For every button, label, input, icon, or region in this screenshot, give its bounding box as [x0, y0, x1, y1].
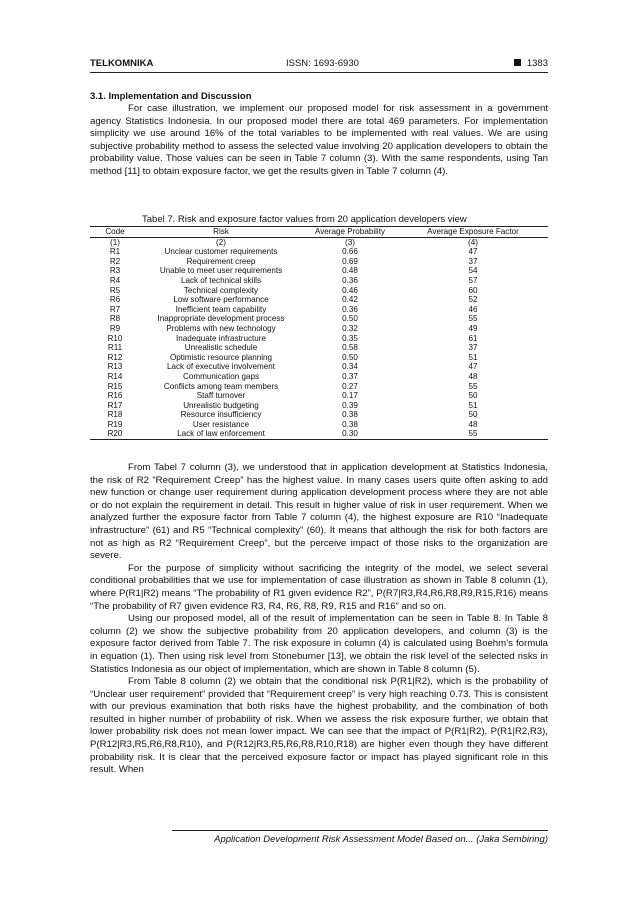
cell-probability: 0.50: [342, 352, 358, 362]
table-row: [90, 295, 548, 305]
cell-code: R6: [109, 295, 121, 305]
header-code: Code: [90, 227, 140, 238]
cell-risk: Communication gaps: [182, 371, 260, 381]
cell-probability: 0.39: [342, 400, 358, 410]
header-risk: Risk: [140, 227, 302, 238]
cell-code: R2: [109, 256, 121, 266]
issn: ISSN: 1693-6930: [286, 58, 359, 69]
page-number-text: 1383: [526, 58, 548, 69]
cell-code: R4: [109, 275, 121, 285]
colnum-4: (4): [468, 237, 478, 247]
table-row: [90, 286, 548, 296]
cell-exposure: 51: [468, 400, 478, 410]
cell-exposure: 50: [468, 410, 478, 420]
cell-exposure: 55: [468, 381, 478, 391]
cell-code: R20: [90, 429, 140, 439]
cell-code: R5: [109, 285, 121, 295]
table-7: [90, 226, 548, 440]
cell-risk: Staff turnover: [196, 391, 246, 401]
cell-exposure: 52: [468, 295, 478, 305]
cell-risk: Unclear customer requirements: [164, 247, 278, 257]
cell-risk: Unrealistic budgeting: [183, 400, 259, 410]
running-header: [90, 56, 548, 73]
cell-exposure: 37: [468, 256, 478, 266]
column-number-row: [90, 237, 548, 247]
cell-probability: 0.34: [342, 362, 358, 372]
cell-risk: User resistance: [192, 419, 250, 429]
cell-risk: Lack of law enforcement: [140, 429, 302, 439]
colnum-1: (1): [110, 237, 120, 247]
table-row: [90, 266, 548, 276]
cell-code: R15: [107, 381, 123, 391]
table-row: [90, 420, 548, 430]
table-row: [90, 314, 548, 324]
cell-probability: 0.66: [342, 247, 358, 257]
cell-probability: 0.69: [342, 256, 358, 266]
cell-exposure: 47: [468, 362, 478, 372]
cell-risk: Inappropriate development process: [157, 314, 285, 324]
cell-risk: Inefficient team capability: [175, 304, 267, 314]
paragraph-1: For case illustration, we implement our proposed model for risk assessment in a government agency Statistics Indonesia. In our proposed model there are total 469 parameters. For implementation simplicity we use around 16% of the total variables to be implemented with real values. We are using subjective probability method to assess the selected value involving 20 application developers to obtain the probability value. Those values can be seen in Table 7 column (3). With the same respondents, using Tan method [11] to obtain exposure factor, we get the results given in Table 7 column (4).: [90, 103, 548, 177]
footer-divider: [172, 830, 548, 831]
cell-code: R11: [107, 343, 123, 353]
cell-risk: Low software performance: [173, 295, 269, 305]
header-exposure: Average Exposure Factor: [398, 227, 548, 238]
cell-probability: 0.36: [342, 304, 358, 314]
cell-probability: 0.17: [342, 391, 358, 401]
cell-probability: 0.48: [342, 266, 358, 276]
cell-risk: Requirement creep: [186, 256, 256, 266]
cell-probability: 0.38: [342, 410, 358, 420]
cell-probability: 0.46: [342, 285, 358, 295]
table-row: [90, 247, 548, 257]
table-caption: Tabel 7. Risk and exposure factor values from 20 application developers view: [142, 214, 467, 225]
cell-exposure: 54: [468, 266, 478, 276]
paragraph-5-text: From Table 8 column (2) we obtain that the conditional risk P(R1|R2), which is the probability of “Unclear user requirement” provided that “Requirement creep” is very high reaching 0.73. This is consistent with our previous examination that both risks have the highest probability, and the combination of both resulted in higher number of probability of risk. When we assess the risk exposure further, we obtain that lower probability risk does not mean lower impact. We can see that the impact of P(R1|R2), P(R1|R2,R3), P(R12|R3,R5,R6,R8,R10), and P(R12|R3,R5,R6,R8,R10,R18) are higher even though they have different probability risk. It is clear that the perceived exposure factor or impact has played significant role in this result. When: [90, 676, 548, 776]
cell-code: R7: [109, 304, 121, 314]
cell-probability: 0.58: [342, 343, 358, 353]
running-footer: Application Development Risk Assessment Model Based on... (Jaka Sembiring): [214, 834, 548, 845]
paragraph-2-text: From Tabel 7 column (3), we understood that in application development at Statistics Indonesia, the risk of R2 “Requirement Creep” has the highest value. In many cases users quite often asking to add new function or change user requirement during application development process where they are not able or do not explain the requirement in detail. This result in higher value of risk in user requirement. When we analyzed further the exposure factor from Table 7 column (4), the highest exposure are R10 “Inadequate infrastructure” (61) and R5 “Technical complexity” (60). It means that although the risk for both factors are not as high as R2 “Requirement Creep”, but the perceive impact of those risks to the organization are severe.: [90, 462, 548, 562]
cell-probability: 0.32: [342, 323, 358, 333]
cell-probability: 0.50: [342, 314, 358, 324]
cell-risk: Conflicts among team members: [163, 381, 279, 391]
cell-exposure: 55: [468, 314, 478, 324]
cell-probability: 0.30: [302, 429, 398, 439]
cell-code: R8: [109, 314, 121, 324]
cell-code: R16: [107, 391, 123, 401]
cell-code: R17: [107, 400, 123, 410]
cell-risk: Lack of executive involvement: [167, 362, 275, 372]
cell-risk: Problems with new technology: [166, 323, 276, 333]
cell-exposure: 47: [468, 247, 478, 257]
table-header-row: [90, 227, 548, 238]
cell-probability: 0.37: [342, 371, 358, 381]
cell-risk: Unable to meet user requirements: [159, 266, 283, 276]
cell-exposure: 55: [398, 429, 548, 439]
cell-exposure: 50: [468, 391, 478, 401]
cell-code: R1: [109, 247, 121, 257]
journal-name: TELKOMNIKA: [90, 58, 154, 69]
table-row: [90, 334, 548, 344]
section-title: 3.1. Implementation and Discussion: [90, 91, 252, 102]
page-number: [514, 58, 548, 69]
cell-probability: 0.35: [342, 333, 358, 343]
cell-risk: Optimistic resource planning: [169, 352, 273, 362]
table-row: [90, 372, 548, 382]
paragraph-4-text: Using our proposed model, all of the result of implementation can be seen in Table 8. In Table 8 column (2) we show the subjective probability from 20 application developers, and column (3) is the exposure factor derived from Table 7. The risk exposure in column (4) is calculated using Boehm’s formula in equation (1). Then using risk level from Stoneburner [13], we obtain the risk level of the selected risks in Statistics Indonesia as our object of implementation, which are shown in Table 8 column (5).: [90, 613, 548, 675]
cell-code: R10: [107, 333, 123, 343]
colnum-3: (3): [345, 237, 355, 247]
table-row: [90, 353, 548, 363]
cell-exposure: 61: [468, 333, 478, 343]
cell-exposure: 48: [468, 371, 478, 381]
cell-risk: Unrealistic schedule: [184, 343, 258, 353]
cell-exposure: 57: [468, 275, 478, 285]
cell-code: R13: [107, 362, 123, 372]
square-bullet-icon: [514, 59, 521, 66]
cell-risk: Resource insufficiency: [180, 410, 262, 420]
table-row: [90, 343, 548, 353]
cell-code: R9: [109, 323, 121, 333]
cell-exposure: 49: [468, 323, 478, 333]
cell-probability: 0.42: [342, 295, 358, 305]
table-row: [90, 410, 548, 420]
cell-code: R3: [109, 266, 121, 276]
cell-code: R18: [107, 410, 123, 420]
cell-code: R14: [107, 371, 123, 381]
cell-probability: 0.36: [342, 275, 358, 285]
table-row: [90, 382, 548, 392]
cell-code: R19: [107, 419, 123, 429]
table-row: [90, 391, 548, 401]
cell-exposure: 48: [468, 419, 478, 429]
cell-code: R12: [107, 352, 123, 362]
table-row: [90, 305, 548, 315]
colnum-2: (2): [216, 237, 226, 247]
cell-probability: 0.38: [342, 419, 358, 429]
cell-risk: Technical complexity: [183, 285, 259, 295]
paragraph-3-text: For the purpose of simplicity without sacrificing the integrity of the model, we select several conditional probabilities that we use for implementation of case illustration as shown in Table 8 column (1), where P(R1|R2) means “The probability of R1 given evidence R2”, P(R7|R3,R4,R6,R8,R9,R15,R16) means “The probability of R7 given evidence R3, R4, R6, R8, R9, R15 and R16” and so on.: [90, 562, 548, 612]
table-row: [90, 324, 548, 334]
cell-exposure: 46: [468, 304, 478, 314]
table-row: [90, 362, 548, 372]
cell-risk: Inadequate infrastructure: [176, 333, 266, 343]
table-row: [90, 276, 548, 286]
header-probability: Average Probability: [302, 227, 398, 238]
cell-exposure: 60: [468, 285, 478, 295]
table-row: [90, 401, 548, 411]
cell-probability: 0.27: [342, 381, 358, 391]
table-row: [90, 429, 548, 439]
table-row: [90, 257, 548, 267]
cell-exposure: 51: [468, 352, 478, 362]
cell-risk: Lack of technical skills: [180, 275, 262, 285]
paragraph-2: [90, 462, 548, 777]
cell-exposure: 37: [468, 343, 478, 353]
